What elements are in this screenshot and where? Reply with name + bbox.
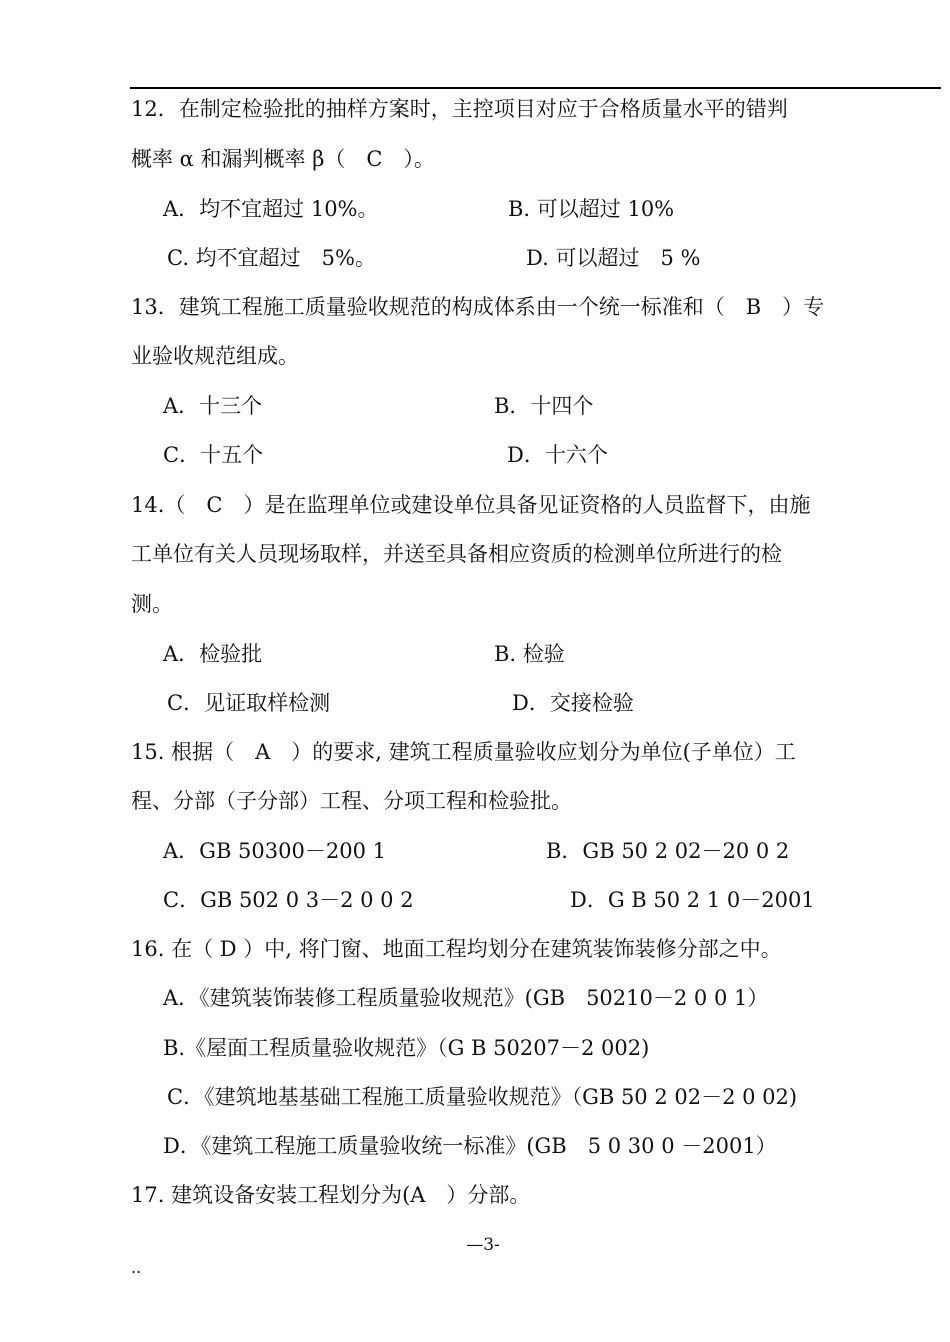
q15-line-2: 程、分部（子分部）工程、分项工程和检验批。 bbox=[131, 789, 572, 813]
q14-line-3: 测。 bbox=[131, 592, 173, 616]
page-footer bbox=[0, 1233, 950, 1257]
q15-option-a: A．GB 50300－200 1 bbox=[163, 839, 386, 863]
q12-line-1: 12．在制定检验批的抽样方案时，主控项目对应于合格质量水平的错判 bbox=[131, 97, 788, 121]
q13-option-d: D．十六个 bbox=[507, 443, 608, 467]
q16-option-a: A．《建筑装饰装修工程质量验收规范》(GB 50210－2 0 0 1） bbox=[163, 986, 769, 1010]
q13-option-c: C．十五个 bbox=[163, 443, 264, 467]
q14-option-c: C．见证取样检测 bbox=[167, 691, 331, 715]
q15-line-1: 15. 根据（ A ）的要求, 建筑工程质量验收应划分为单位(子单位）工 bbox=[131, 740, 796, 764]
q16-option-b: B.《屋面工程质量验收规范》（G B 50207－2 002) bbox=[163, 1036, 650, 1060]
q12-option-d: D. 可以超过 5 % bbox=[526, 246, 701, 270]
q15-option-c: C．GB 502 0 3－2 0 0 2 bbox=[163, 888, 414, 912]
q12-line-2: 概率 α 和漏判概率 β（ C ）。 bbox=[131, 147, 435, 171]
q16-line-1: 16. 在（ D ）中, 将门窗、地面工程均划分在建筑装饰装修分部之中。 bbox=[131, 937, 782, 961]
footer-dots: .. bbox=[131, 1258, 142, 1277]
q14-line-2: 工单位有关人员现场取样，并送至具备相应资质的检测单位所进行的检 bbox=[131, 542, 782, 566]
q12-option-b: B. 可以超过 10% bbox=[508, 197, 675, 221]
page-number: —3- bbox=[466, 1235, 500, 1255]
q12-option-a: A．均不宜超过 10%。 bbox=[163, 197, 379, 221]
q15-option-d: D．G B 50 2 1 0－2001 bbox=[570, 888, 815, 912]
q16-option-c: C．《建筑地基基础工程施工质量验收规范》（GB 50 2 02－2 0 02) bbox=[167, 1085, 798, 1109]
q13-option-b: B．十四个 bbox=[494, 394, 594, 418]
q13-line-2: 业验收规范组成。 bbox=[131, 344, 299, 368]
q16-option-d: D．《建筑工程施工质量验收统一标准》(GB 5 0 30 0 －2001） bbox=[163, 1134, 777, 1158]
q12-option-c: C. 均不宜超过 5%。 bbox=[167, 246, 376, 270]
q17-line-1: 17. 建筑设备安装工程划分为(A ）分部。 bbox=[131, 1183, 531, 1207]
header-rule bbox=[130, 87, 941, 89]
q13-line-1: 13．建筑工程施工质量验收规范的构成体系由一个统一标准和（ B ）专 bbox=[131, 295, 825, 319]
q14-option-a: A．检验批 bbox=[163, 642, 263, 666]
q13-option-a: A．十三个 bbox=[163, 394, 263, 418]
q15-option-b: B．GB 50 2 02－20 0 2 bbox=[546, 839, 790, 863]
q14-option-b: B. 检验 bbox=[494, 642, 565, 666]
q14-line-1: 14.（ C ）是在监理单位或建设单位具备见证资格的人员监督下，由施 bbox=[131, 493, 811, 517]
q14-option-d: D．交接检验 bbox=[512, 691, 634, 715]
